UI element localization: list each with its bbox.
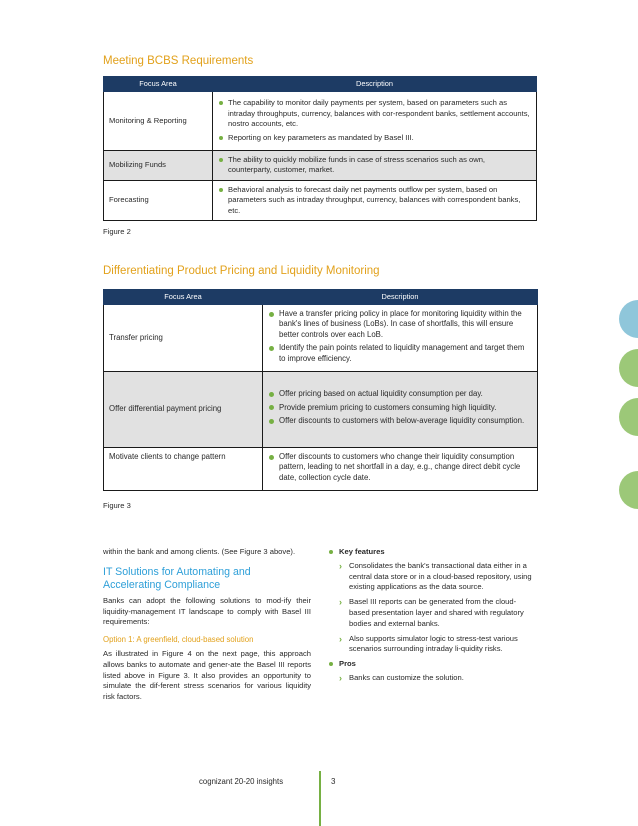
it-solutions-heading: IT Solutions for Automating and Accelerating Compliance bbox=[103, 565, 251, 591]
description-cell bbox=[213, 180, 537, 220]
list-item: Offer pricing based on actual liquidity consumption per day. bbox=[269, 389, 531, 399]
decorative-circle-blue bbox=[619, 300, 638, 338]
header-focus-area: Focus Area bbox=[104, 77, 213, 92]
list-item: The capability to monitor daily payments per system, based on parameters such as intraday throughputs, currency, balances with cor-respondent banks, settlement accounts, nostro accounts, etc. bbox=[219, 98, 530, 129]
description-cell bbox=[213, 92, 537, 151]
list-item bbox=[339, 634, 535, 656]
list-item: Offer discounts to customers with below-average liquidity consumption. bbox=[269, 416, 531, 426]
table-row bbox=[104, 180, 537, 220]
list-item-text: Also supports simulator logic to stress-test various scenarios surrounding intraday li-quidity risks. bbox=[349, 633, 518, 654]
decorative-circle-green bbox=[619, 471, 638, 509]
header-focus-area: Focus Area bbox=[104, 290, 263, 305]
key-features-list bbox=[328, 561, 535, 655]
focus-area-cell: Offer differential payment pricing bbox=[104, 372, 263, 448]
list-item: Provide premium pricing to customers consuming high liquidity. bbox=[269, 403, 531, 413]
list-item: The ability to quickly mobilize funds in case of stress scenarios such as own, counterparty, customer, market. bbox=[219, 155, 530, 176]
list-item: Reporting on key parameters as mandated by Basel III. bbox=[219, 133, 530, 143]
chevron-right-icon: › bbox=[339, 560, 342, 571]
list-item bbox=[339, 561, 535, 593]
figure-caption: Figure 2 bbox=[103, 227, 131, 236]
option-paragraph: As illustrated in Figure 4 on the next page, this approach allows banks to automate and gener-ate the Basel III reports listed above in Figure 3. It also provides an opportunity to simulate the dif-ferent stress scenarios for various liquidity risk factors. bbox=[103, 648, 311, 702]
figure-caption: Figure 3 bbox=[103, 501, 131, 510]
table-row bbox=[104, 92, 537, 151]
table-row bbox=[104, 305, 538, 372]
focus-area-cell: Forecasting bbox=[104, 180, 213, 220]
left-column bbox=[103, 547, 311, 703]
section-title-bcbs: Meeting BCBS Requirements bbox=[103, 55, 254, 67]
list-item-text: Basel III reports can be generated from the cloud-based presentation layer and shared with regulatory bodies and external banks. bbox=[349, 597, 524, 628]
list-item: Offer discounts to customers who change their liquidity consumption pattern, leading to net shortfall in a day, e.g., change direct debit cycle date, collection cycle date. bbox=[269, 452, 531, 483]
focus-area-cell: Transfer pricing bbox=[104, 305, 263, 372]
table-row bbox=[104, 151, 537, 181]
focus-area-cell: Mobilizing Funds bbox=[104, 151, 213, 181]
header-description: Description bbox=[263, 290, 538, 305]
right-column bbox=[328, 547, 535, 688]
page-number: 3 bbox=[331, 777, 336, 786]
pros-label: Pros bbox=[328, 659, 535, 670]
list-item: Identify the pain points related to liquidity management and target them to improve efficiency. bbox=[269, 343, 531, 364]
key-features-label: Key features bbox=[328, 547, 535, 558]
list-item bbox=[339, 673, 535, 684]
decorative-circle-green bbox=[619, 398, 638, 436]
chevron-right-icon: › bbox=[339, 597, 342, 608]
table-row bbox=[104, 448, 538, 491]
table-header-row bbox=[104, 290, 538, 305]
table-header-row bbox=[104, 77, 537, 92]
section-title-pricing: Differentiating Product Pricing and Liquidity Monitoring bbox=[103, 265, 380, 277]
list-item bbox=[339, 597, 535, 629]
bcbs-requirements-table bbox=[103, 76, 537, 221]
option-heading: Option 1: A greenfield, cloud-based solution bbox=[103, 635, 254, 645]
decorative-circle-green bbox=[619, 349, 638, 387]
chevron-right-icon: › bbox=[339, 672, 342, 683]
description-cell bbox=[263, 305, 538, 372]
description-cell bbox=[263, 372, 538, 448]
table-row bbox=[104, 372, 538, 448]
list-item: Behavioral analysis to forecast daily net payments outflow per system, based on parameters such as intraday throughput, currency, balances with correspondent banks, etc. bbox=[219, 185, 530, 216]
focus-area-cell: Monitoring & Reporting bbox=[104, 92, 213, 151]
description-cell bbox=[213, 151, 537, 181]
pros-list bbox=[328, 673, 535, 684]
description-cell bbox=[263, 448, 538, 491]
focus-area-cell: Motivate clients to change pattern bbox=[104, 448, 263, 491]
list-item-text: Banks can customize the solution. bbox=[349, 672, 464, 682]
chevron-right-icon: › bbox=[339, 633, 342, 644]
intro-paragraph: within the bank and among clients. (See Figure 3 above). bbox=[103, 547, 296, 556]
list-item-text: Consolidates the bank's transactional data either in a central data store or in a cloud-based repository, using existing applications as the data source. bbox=[349, 560, 532, 592]
footer-divider bbox=[319, 771, 321, 826]
it-solutions-paragraph: Banks can adopt the following solutions to mod-ify their liquidity-management IT landscape to comply with Basel III requirements: bbox=[103, 595, 311, 627]
pricing-liquidity-table bbox=[103, 289, 538, 491]
list-item: Have a transfer pricing policy in place for monitoring liquidity within the bank's lines of business (LoBs). In case of shortfalls, this will ensure better controls over each LoB. bbox=[269, 309, 531, 340]
header-description: Description bbox=[213, 77, 537, 92]
footer-brand: cognizant 20-20 insights bbox=[199, 777, 284, 786]
